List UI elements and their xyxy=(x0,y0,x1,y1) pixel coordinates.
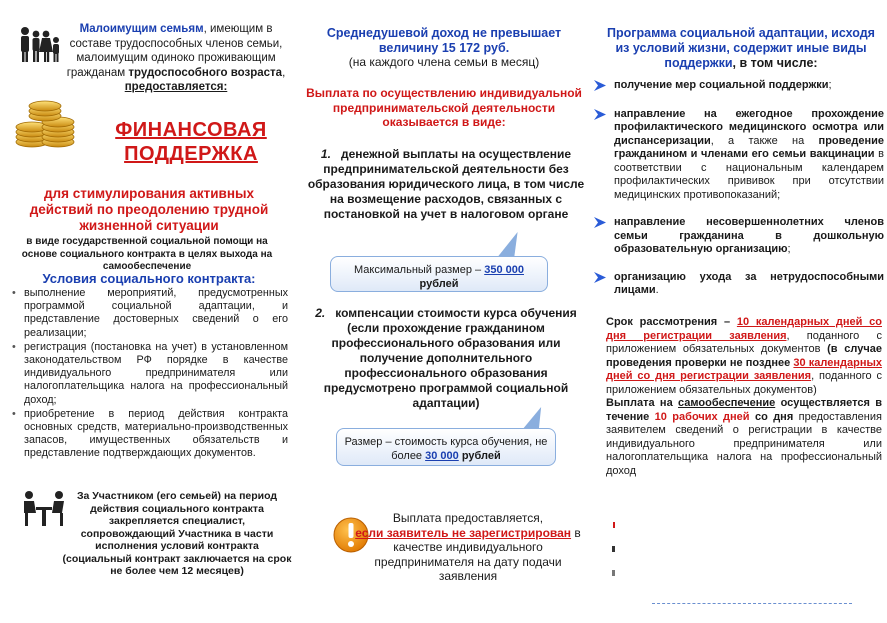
ip-payment-title: Выплата по осуществлению индивидуальной предпринимательской деятельности оказывается в виде: xyxy=(306,86,582,129)
list-item: направление несовершеннолетних членов семьи гражданина в дошкольную образовательную организацию; xyxy=(594,216,884,257)
payout-condition: Выплата предоставляется, если заявитель не зарегистрирован в качестве индивидуального предпринимателя на дату подачи заявления xyxy=(355,511,581,583)
max-amount-callout: Максимальный размер – 350 000 рублей xyxy=(330,256,548,292)
list-item: • выполнение мероприятий, предусмотренных программой социальной адаптации, и представление достоверных сведений о его реализации; xyxy=(10,287,288,340)
program-title: Программа социальной адаптации, исходя из условий жизни, содержит иные виды поддержки, в том числе: xyxy=(607,26,875,70)
financial-support-title: ФИНАНСОВАЯ ПОДДЕРЖКА xyxy=(115,119,267,165)
support-format: в виде государственной социальной помощи на основе социального контракта в целях выхода на самообеспечение xyxy=(21,236,273,272)
arrow-bullet-icon xyxy=(594,80,606,91)
callout-tail xyxy=(498,232,525,256)
review-deadline: Срок рассмотрения – 10 календарных дней со дня регистрации заявления, поданного с приложением обязательных документов (в случае проведения проверки не позднее 30 календарных дней со дня регистрации заявления, поданного с приложением обязательных документов) Выплата на самообеспечение осуществляется в течение 10 рабочих дней со дня предоставления заявителем сведений о регистрации в качестве индивидуального предпринимателя или налогоплательщика налога на профессиональный доход xyxy=(606,316,883,477)
family-icon xyxy=(18,26,62,64)
list-item: организацию ухода за нетрудоспособными лицами. xyxy=(594,271,884,298)
item-number: 2. xyxy=(315,306,326,320)
course-cost-callout: Размер – стоимость курса обучения, не более 30 000 рублей xyxy=(336,428,556,466)
payment-item-2: 2. компенсации стоимости курса обучения (если прохождение гражданином профессионального образования или получение дополнительного профессионального образования предусмотрено программой социальной адаптации) xyxy=(315,306,577,410)
income-limit-note: (на каждого члена семьи в месяц) xyxy=(348,55,540,69)
column-middle xyxy=(296,0,592,623)
list-item: получение мер социальной поддержки; xyxy=(594,79,884,93)
income-limit-title: Среднедушевой доход не превышает величину 15 172 руб. xyxy=(326,26,562,55)
participant-note: За Участником (его семьей) на период действия социального контракта закрепляется специалист, сопровождающий Участника в части исполнения условий контракта (социальный контракт заключается на срок не более чем 12 месяцев) xyxy=(62,490,292,577)
intro-text: Малоимущим семьям, имеющим в составе трудоспособных членов семьи, малоимущим одиноко проживающим гражданам трудоспособного возраста, предоставляется: xyxy=(66,23,286,93)
list-item: • регистрация (постановка на учет) в установленном законодательством РФ порядке в качестве индивидуального предпринимателя или налогоплательщика налога на профессиональный доход; xyxy=(10,341,288,407)
purpose-heading: для стимулирования активных действий по преодолению трудной жизненной ситуации xyxy=(29,186,269,233)
list-item: направление на ежегодное прохождение профилактического медицинского осмотра или диспансеризации, а также на проведение гражданином и членами его семьи вакцинации в соответствии с национальным календарем профилактических прививок при отсутствии медицинских противопоказаний; xyxy=(594,108,884,203)
column-left xyxy=(0,0,296,623)
item-number: 1. xyxy=(320,147,331,161)
divider xyxy=(652,603,852,605)
arrow-bullet-icon xyxy=(594,109,606,120)
arrow-bullet-icon xyxy=(594,217,606,228)
support-list xyxy=(594,79,884,298)
column-right xyxy=(592,0,887,623)
list-item: • приобретение в период действия контракта основных средств, материально-производственных запасов, имущественных обязательств и представление подтверждающих документов. xyxy=(10,408,288,461)
arrow-bullet-icon xyxy=(594,272,606,283)
payment-item-1: 1. денежной выплаты на осуществление предпринимательской деятельности без образования юридического лица, в том числе на возмещение расходов, связанных с постановкой на учет в налоговом органе xyxy=(307,147,585,221)
meeting-icon xyxy=(20,488,68,528)
conditions-title: Условия социального контракта: xyxy=(42,271,256,286)
scan-marks xyxy=(612,518,618,578)
conditions-list xyxy=(10,287,288,462)
coins-icon xyxy=(14,98,76,148)
